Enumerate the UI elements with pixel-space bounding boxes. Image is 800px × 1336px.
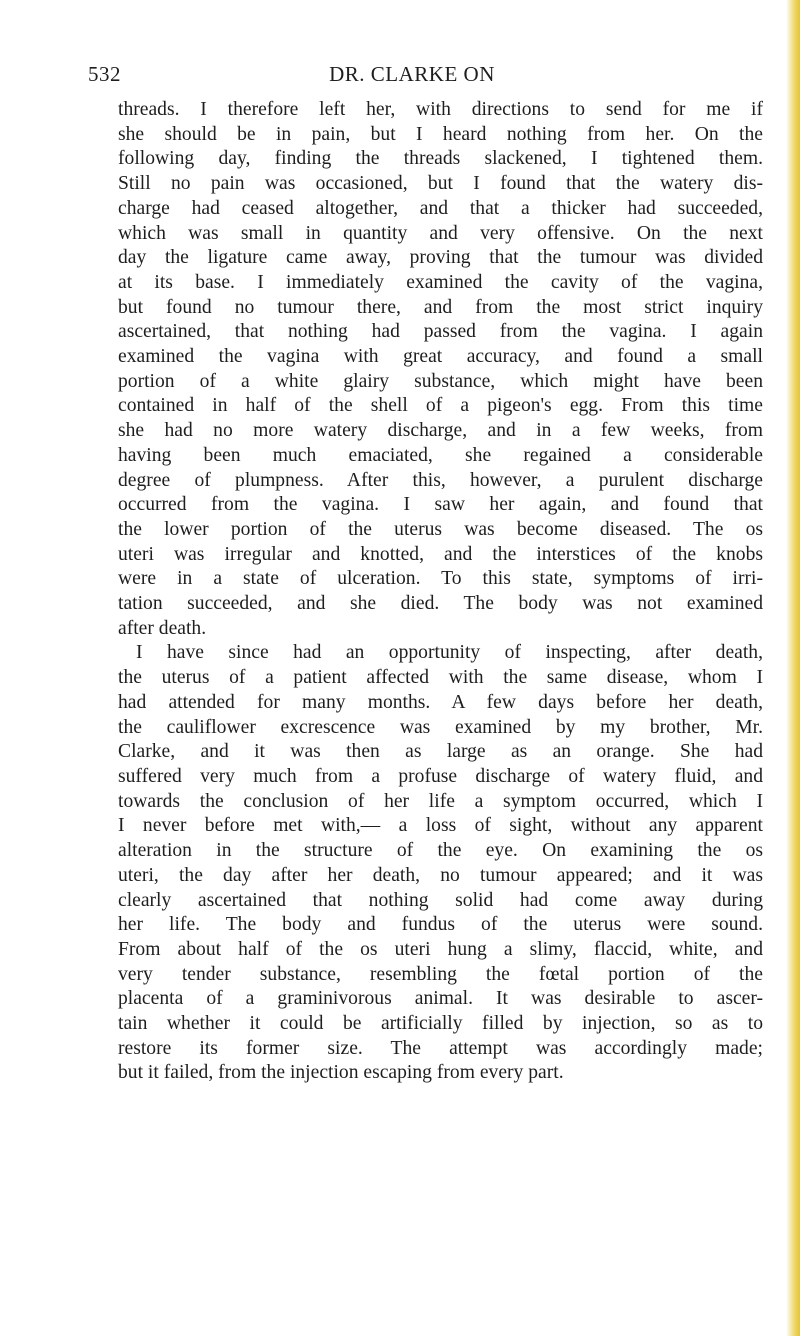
text-line: tain whether it could be artificially filled by injection, so as to — [118, 1013, 763, 1035]
text-line: were in a state of ulceration. To this state, symptoms of irri- — [118, 568, 763, 590]
text-line: the cauliflower excrescence was examined by my brother, Mr. — [118, 716, 763, 738]
text-line: degree of plumpness. After this, however, a purulent discharge — [118, 469, 763, 491]
text-line: I never before met with,— a loss of sight, without any apparent — [118, 815, 763, 837]
page-edge — [786, 0, 800, 1336]
page-number: 532 — [88, 62, 121, 86]
text-line: the uterus of a patient affected with the same disease, whom I — [118, 667, 763, 689]
text-line: but found no tumour there, and from the most strict inquiry — [118, 296, 763, 318]
text-line: I have since had an opportunity of inspecting, after death, — [136, 642, 763, 664]
text-line: placenta of a graminivorous animal. It was desirable to ascer- — [118, 988, 763, 1010]
text-line: she had no more watery discharge, and in a few weeks, from — [118, 420, 763, 442]
text-line: uteri was irregular and knotted, and the interstices of the knobs — [118, 543, 763, 565]
text-line: Still no pain was occasioned, but I found that the watery dis- — [118, 173, 763, 195]
text-line: towards the conclusion of her life a symptom occurred, which I — [118, 790, 763, 812]
text-line: clearly ascertained that nothing solid had come away during — [118, 889, 763, 911]
text-line: ascertained, that nothing had passed from the vagina. I again — [118, 321, 763, 343]
text-line: occurred from the vagina. I saw her again, and found that — [118, 494, 763, 516]
text-line: examined the vagina with great accuracy, and found a small — [118, 346, 763, 368]
text-line: after death. — [118, 617, 207, 639]
text-line: contained in half of the shell of a pigeon's egg. From this time — [118, 395, 763, 417]
text-line: very tender substance, resembling the fœtal portion of the — [118, 963, 763, 985]
body-text — [118, 98, 763, 1086]
page-header — [88, 62, 736, 92]
text-line: suffered very much from a profuse discharge of watery fluid, and — [118, 765, 763, 787]
text-line: at its base. I immediately examined the cavity of the vagina, — [118, 271, 763, 293]
text-line: the lower portion of the uterus was become diseased. The os — [118, 518, 763, 540]
text-line: she should be in pain, but I heard nothing from her. On the — [118, 123, 763, 145]
text-line: Clarke, and it was then as large as an orange. She had — [118, 741, 763, 763]
text-line: uteri, the day after her death, no tumour appeared; and it was — [118, 864, 763, 886]
text-line: had attended for many months. A few days before her death, — [118, 691, 763, 713]
text-line: having been much emaciated, she regained a considerable — [118, 444, 763, 466]
text-line: day the ligature came away, proving that the tumour was divided — [118, 247, 763, 269]
text-line: restore its former size. The attempt was accordingly made; — [118, 1037, 763, 1059]
text-line: charge had ceased altogether, and that a thicker had succeeded, — [118, 197, 763, 219]
text-line: tation succeeded, and she died. The body was not examined — [118, 593, 763, 615]
text-line: From about half of the os uteri hung a slimy, flaccid, white, and — [118, 938, 763, 960]
text-line: alteration in the structure of the eye. On examining the os — [118, 840, 763, 862]
text-line: following day, finding the threads slackened, I tightened them. — [118, 148, 763, 170]
text-line: her life. The body and fundus of the uterus were sound. — [118, 914, 763, 936]
running-head: DR. CLARKE ON — [329, 62, 495, 86]
text-line: which was small in quantity and very offensive. On the next — [118, 222, 763, 244]
text-line: threads. I therefore left her, with directions to send for me if — [118, 99, 763, 120]
text-line: but it failed, from the injection escaping from every part. — [118, 1062, 564, 1084]
text-line: portion of a white glairy substance, which might have been — [118, 370, 763, 392]
